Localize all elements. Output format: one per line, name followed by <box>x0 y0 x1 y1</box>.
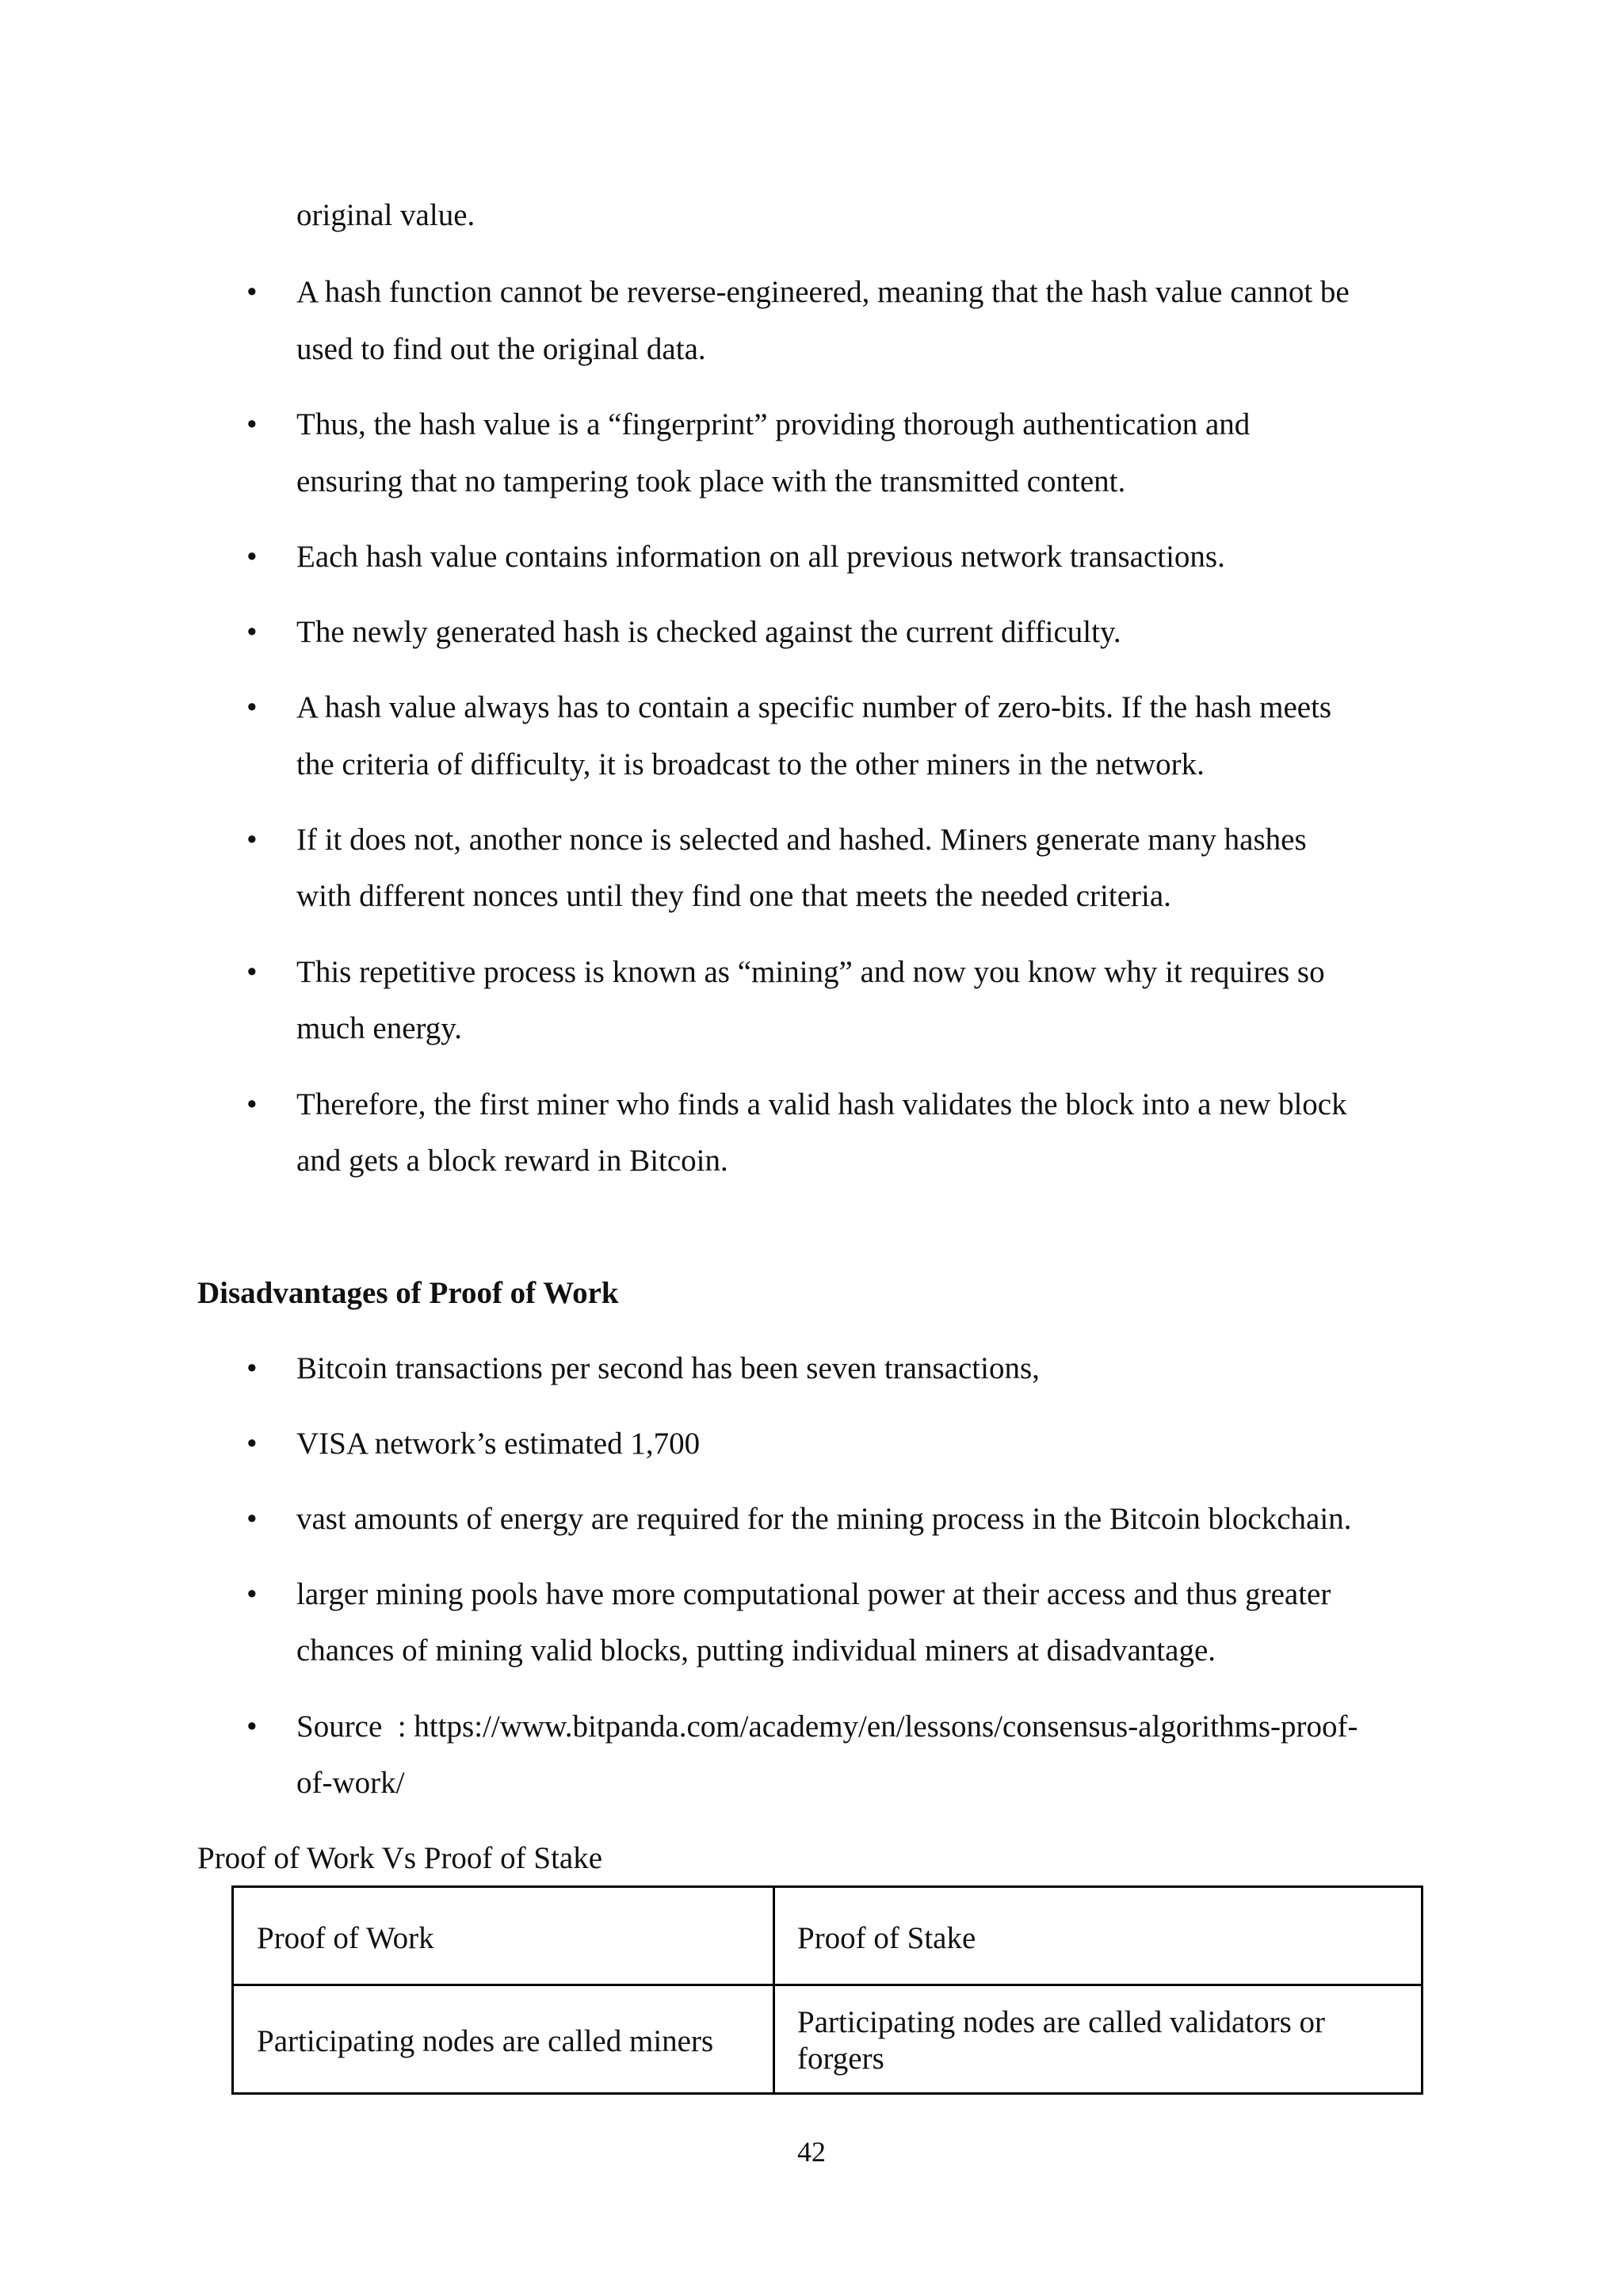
table-header-cell: Proof of Stake <box>797 1921 976 1955</box>
bullet-icon: • <box>246 540 258 574</box>
bullet-icon: • <box>246 1087 258 1121</box>
list-item-line: This repetitive process is known as “mining” and now you know why it requires so <box>296 955 1325 989</box>
bullet-icon: • <box>246 690 258 724</box>
bullet-icon: • <box>246 275 258 309</box>
source-line: of-work/ <box>296 1766 405 1800</box>
list-item-line: vast amounts of energy are required for the mining process in the Bitcoin blockchain. <box>296 1502 1352 1536</box>
continuation-line: original value. <box>296 198 475 232</box>
table-column-divider <box>773 1888 775 2092</box>
source-line: Source : https://www.bitpanda.com/academy/en/lessons/consensus-algorithms-proof- <box>296 1710 1358 1744</box>
bullet-icon: • <box>246 1502 258 1536</box>
list-item-line: the criteria of difficulty, it is broadcast to the other miners in the network. <box>296 747 1205 781</box>
bullet-icon: • <box>246 955 258 989</box>
list-item-line: used to find out the original data. <box>296 332 706 366</box>
list-item-line: larger mining pools have more computational power at their access and thus greater <box>296 1577 1331 1611</box>
table-cell: Participating nodes are called miners <box>257 2024 714 2058</box>
list-item-line: Therefore, the first miner who finds a valid hash validates the block into a new block <box>296 1087 1347 1121</box>
table-cell: Participating nodes are called validators or <box>797 2005 1326 2039</box>
list-item-line: with different nonces until they find one that meets the needed criteria. <box>296 879 1171 913</box>
list-item-line: ensuring that no tampering took place with the transmitted content. <box>296 464 1126 499</box>
bullet-icon: • <box>246 615 258 649</box>
list-item-line: If it does not, another nonce is selected and hashed. Miners generate many hashes <box>296 823 1307 857</box>
list-item-line: and gets a block reward in Bitcoin. <box>296 1144 728 1178</box>
table-row-divider <box>234 1984 1421 1986</box>
bullet-icon: • <box>246 1427 258 1461</box>
list-item-line: The newly generated hash is checked against the current difficulty. <box>296 615 1121 649</box>
list-item-line: VISA network’s estimated 1,700 <box>296 1427 701 1461</box>
section-heading: Disadvantages of Proof of Work <box>197 1276 619 1310</box>
bullet-icon: • <box>246 1577 258 1611</box>
bullet-icon: • <box>246 1710 258 1744</box>
bullet-icon: • <box>246 407 258 441</box>
comparison-title: Proof of Work Vs Proof of Stake <box>197 1841 603 1875</box>
table-header-cell: Proof of Work <box>257 1921 434 1955</box>
list-item-line: Bitcoin transactions per second has been seven transactions, <box>296 1351 1040 1385</box>
list-item-line: much energy. <box>296 1011 463 1045</box>
bullet-icon: • <box>246 1351 258 1385</box>
table-cell: forgers <box>797 2042 884 2076</box>
bullet-icon: • <box>246 823 258 857</box>
list-item-line: Thus, the hash value is a “fingerprint” providing thorough authentication and <box>296 407 1251 441</box>
list-item-line: Each hash value contains information on all previous network transactions. <box>296 540 1225 574</box>
page-number: 42 <box>797 2136 826 2168</box>
list-item-line: chances of mining valid blocks, putting individual miners at disadvantage. <box>296 1633 1216 1668</box>
comparison-table <box>231 1885 1423 2095</box>
list-item-line: A hash function cannot be reverse-engineered, meaning that the hash value cannot be <box>296 275 1350 309</box>
list-item-line: A hash value always has to contain a specific number of zero-bits. If the hash meets <box>296 690 1332 724</box>
